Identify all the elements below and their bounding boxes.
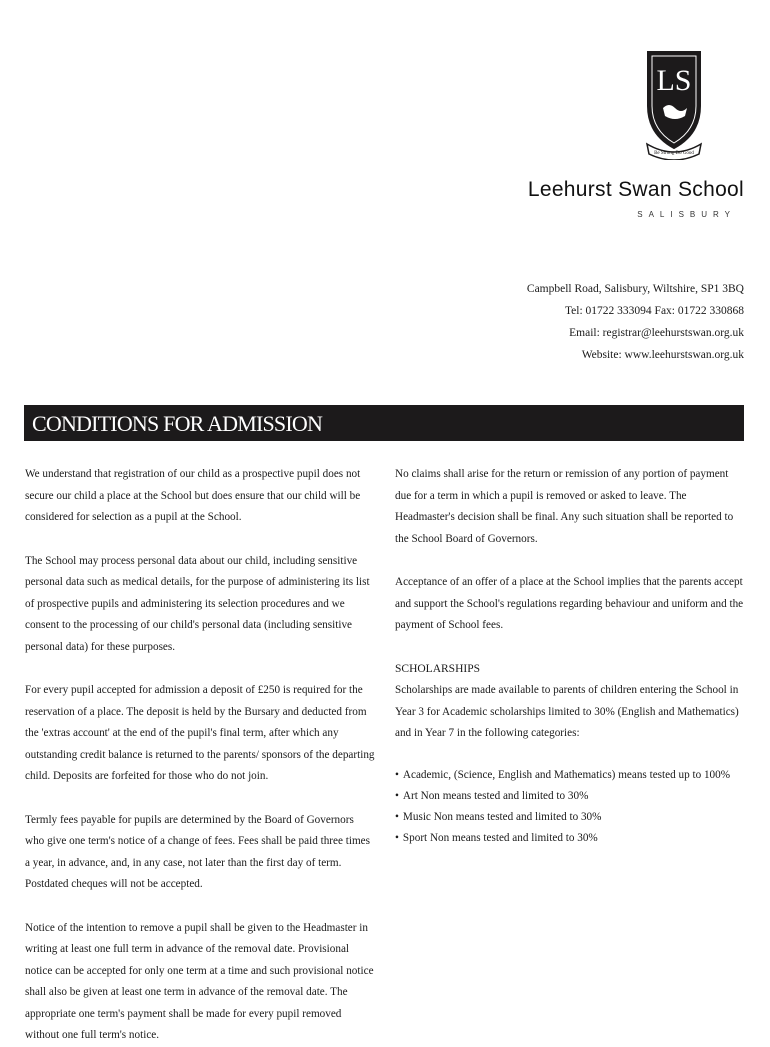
paragraph-registration: We understand that registration of our child as a prospective pupil does not secure our child a place at the School but does ensure that our child will be considered for selection as a pupil at the School. (25, 468, 361, 523)
contact-email[interactable]: Email: registrar@leehurstswan.org.uk (569, 327, 744, 339)
crest-motto: Be Strong Do Good (654, 151, 694, 156)
school-crest-logo (645, 48, 703, 160)
paragraph-fees: Termly fees payable for pupils are determined by the Board of Governors who give one term's notice of a change of fees. Fees shall be paid three times a year, in advance, and, in any case, not later than the first day of term. Postdated cheques will not be accepted. (25, 813, 370, 890)
list-item: • Sport Non means tested and limited to 30% (395, 828, 747, 849)
paragraph-acceptance: Acceptance of an offer of a place at the School implies that the parents accept and support the School's regulations regarding behaviour and uniform and the payment of School fees. (395, 576, 744, 631)
paragraph-notice: Notice of the intention to remove a pupil shall be given to the Headmaster in writing at least one full term in advance of the removal date. Provisional notice can be accepted for only one term at a time and such provisional notice shall also be given at least one term in advance of the removal date. The appropriate one term's payment shall be made for every pupil removed without one full term's notice. (25, 921, 374, 1041)
paragraph-deposit: For every pupil accepted for admission a deposit of £250 is required for the reservation of a place. The deposit is held by the Bursary and deducted from the 'extras account' at the end of the pupil's final term, after which any outstanding credit balance is returned to the parents/ sponsors of the departing child. Deposits are forfeited for those who do not join. (25, 684, 375, 782)
right-column (395, 464, 747, 849)
list-item: • Academic, (Science, English and Mathematics) means tested up to 100% (395, 765, 747, 786)
left-column (25, 464, 375, 1047)
crest-letters: LS (656, 64, 692, 97)
paragraph-personal-data: The School may process personal data about our child, including sensitive personal data such as medical details, for the purpose of administering its list of prospective pupils and administering its selection procedures and we consent to the processing of our child's personal data (including sensitive personal data) for these purposes. (25, 554, 370, 653)
banner-title: CONDITIONS FOR ADMISSION (32, 411, 323, 436)
scholarships-heading: SCHOLARSHIPS (395, 662, 480, 675)
list-item: • Art Non means tested and limited to 30% (395, 786, 747, 807)
school-town: SALISBURY (637, 210, 736, 219)
section-banner (24, 405, 744, 441)
contact-phones: Tel: 01722 333094 Fax: 01722 330868 (564, 305, 744, 317)
scholarships-text: Scholarships are made available to parents of children entering the School in Year 3 for Academic scholarships limited to 30% (English and Mathematics) and in Year 7 in the following categories: (395, 684, 739, 739)
contact-website[interactable]: Website: www.leehurstswan.org.uk (581, 349, 744, 361)
paragraph-no-claims: No claims shall arise for the return or remission of any portion of payment due for a term in which a pupil is removed or asked to leave. The Headmaster's decision shall be final. Any such situation shall be reported to the School Board of Governors. (395, 468, 734, 545)
contact-block (527, 278, 744, 366)
school-name: Leehurst Swan School (527, 178, 744, 201)
contact-address: Campbell Road, Salisbury, Wiltshire, SP1 3BQ (526, 283, 744, 295)
scholarship-list (395, 765, 747, 849)
list-item: • Music Non means tested and limited to 30% (395, 807, 747, 828)
